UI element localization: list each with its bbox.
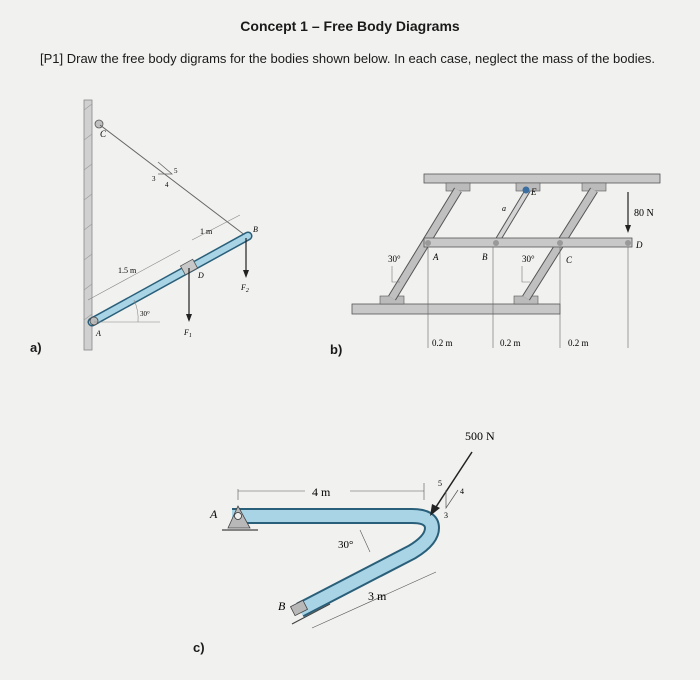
label-f2: $F_2$ <box>241 283 249 294</box>
label-b-a-small: a <box>502 204 506 213</box>
part-a-label: a) <box>30 340 42 355</box>
page-title: Concept 1 – Free Body Diagrams <box>240 18 460 34</box>
label-c-3m: 3 m <box>368 589 387 603</box>
label-b-a: A <box>433 252 439 262</box>
svg-text:4: 4 <box>165 181 169 189</box>
label-c-angle: 30° <box>338 539 354 551</box>
svg-text:3: 3 <box>444 511 448 520</box>
label-80n: 80 N <box>634 208 654 219</box>
label-a-a: A <box>96 329 101 338</box>
svg-text:5: 5 <box>438 479 442 488</box>
label-500n: 500 N <box>465 429 495 443</box>
dim-b-1: 0.2 m <box>432 338 453 348</box>
label-b-angle1: 30° <box>388 254 401 264</box>
svg-text:4: 4 <box>460 487 464 496</box>
label-c-4m: 4 m <box>312 485 331 499</box>
label-a-b: B <box>253 225 258 234</box>
part-c-label: c) <box>193 640 205 655</box>
part-b-label: b) <box>330 342 343 357</box>
label-a-angle: 30° <box>140 310 150 318</box>
label-b-angle2: 30° <box>522 254 535 264</box>
label-b-c: C <box>566 255 573 265</box>
bent-bar <box>232 516 432 610</box>
dim-b-3: 0.2 m <box>568 338 589 348</box>
label-c-a: A <box>210 507 218 521</box>
label-1m: 1 m <box>200 227 213 236</box>
label-a-c: C <box>100 129 107 139</box>
problem-statement: [P1] Draw the free body digrams for the bodies shown below. In each case, neglect the mass of the bodies. <box>40 51 655 66</box>
svg-text:5: 5 <box>174 167 178 175</box>
label-b-d: D <box>636 240 643 250</box>
dim-b-2: 0.2 m <box>500 338 521 348</box>
label-b-b: B <box>482 252 488 262</box>
label-b-e: E <box>531 187 537 197</box>
label-c-b: B <box>278 599 286 613</box>
svg-text:3: 3 <box>152 175 156 183</box>
label-f1: $F_1$ <box>184 328 192 339</box>
label-1-5m: 1.5 m <box>118 266 137 275</box>
label-a-d: D <box>198 271 204 280</box>
